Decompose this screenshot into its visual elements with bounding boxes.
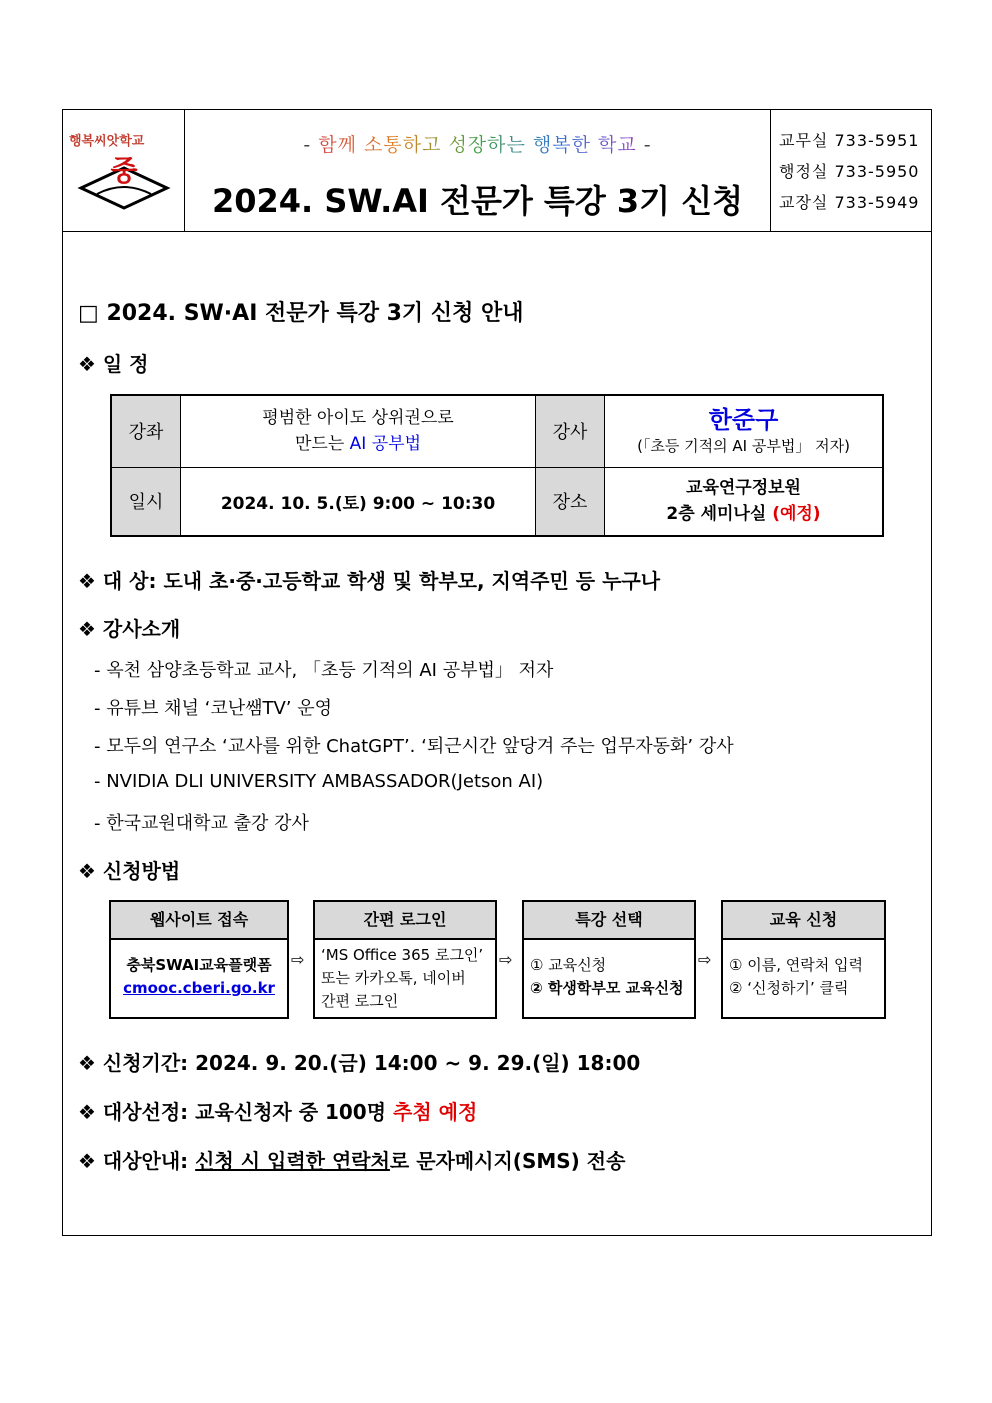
course-highlight: AI 공부법 xyxy=(349,434,421,455)
course-line2 xyxy=(181,431,535,457)
place-note: (예정) xyxy=(772,504,821,525)
notice-prefix: ❖ 대상안내: xyxy=(78,1149,196,1173)
step-select-body xyxy=(524,940,694,1004)
selection-prefix: ❖ 대상선정: 교육신청자 중 100명 xyxy=(78,1100,394,1124)
place-line2-text: 2층 세미나실 xyxy=(666,504,773,525)
date-label: 일시 xyxy=(111,467,181,536)
intro-item-5: - 한국교원대학교 출강 강사 xyxy=(94,813,309,834)
slogan-dash-left: - xyxy=(303,134,312,156)
page-title: 2024. SW.AI 전문가 특강 3기 신청 xyxy=(211,182,744,220)
arrow-right-icon: ⇨ xyxy=(698,950,712,969)
step-apply-line2: ② ‘신청하기’ 클릭 xyxy=(729,979,849,997)
step-login-body xyxy=(315,940,495,1017)
course-value xyxy=(181,395,536,467)
header xyxy=(63,110,931,232)
section-title: □ 2024. SW·AI 전문가 특강 3기 신청 안내 xyxy=(78,301,524,326)
target-line: ❖ 대 상: 도내 초·중·고등학교 학생 및 학부모, 지역주민 등 누구나 xyxy=(78,569,661,593)
place-label: 장소 xyxy=(536,467,605,536)
selection-line xyxy=(78,1096,477,1125)
intro-item-2: - 유튜브 채널 ‘코난쌤TV’ 운영 xyxy=(94,698,333,719)
period-line: ❖ 신청기간: 2024. 9. 20.(금) 14:00 ~ 9. 29.(일) 18:00 xyxy=(78,1051,641,1075)
logo-char: 중 xyxy=(110,154,138,187)
step-website-title: 웹사이트 접속 xyxy=(111,902,287,940)
logo-emblem-icon xyxy=(77,150,171,210)
schedule-table xyxy=(110,394,884,537)
course-line1: 평범한 아이도 상위권으로 xyxy=(262,408,454,429)
place-line2 xyxy=(605,501,882,527)
step-select-line2: ② 학생학부모 교육신청 xyxy=(530,979,684,997)
step-login-line1: ‘MS Office 365 로그인’ xyxy=(321,946,484,964)
title-area xyxy=(185,110,770,231)
step-apply xyxy=(721,900,886,1019)
logo-text: 행복씨앗학교 xyxy=(69,134,145,149)
step-login-line2: 또는 카카오톡, 네이버 xyxy=(321,969,466,987)
phone-admin: 행정실 733-5950 xyxy=(779,162,920,181)
arrow-right-icon: ⇨ xyxy=(291,950,305,969)
phone-academic: 교무실 733-5951 xyxy=(779,131,920,150)
platform-url-link[interactable]: cmooc.cberi.go.kr xyxy=(123,979,275,997)
intro-item-1: - 옥천 삼양초등학교 교사, 「초등 기적의 AI 공부법」 저자 xyxy=(94,660,554,681)
step-login-line3: 간편 로그인 xyxy=(321,992,399,1010)
step-select xyxy=(522,900,696,1019)
step-website-body xyxy=(111,940,287,1004)
schedule-heading: ❖ 일 정 xyxy=(78,352,149,376)
place-value xyxy=(605,467,884,536)
notice-line xyxy=(78,1145,625,1174)
intro-item-4: - NVIDIA DLI UNIVERSITY AMBASSADOR(Jetson AI) xyxy=(94,771,544,792)
step-apply-line1: ① 이름, 연락처 입력 xyxy=(729,956,863,974)
slogan xyxy=(185,130,770,157)
method-heading: ❖ 신청방법 xyxy=(78,859,181,883)
step-apply-body xyxy=(723,940,884,1004)
intro-heading: ❖ 강사소개 xyxy=(78,617,181,641)
lecturer-note: (「초등 기적의 AI 공부법」 저자) xyxy=(637,437,850,456)
phone-list xyxy=(770,110,932,231)
lecturer-value xyxy=(605,395,884,467)
course-line2-prefix: 만드는 xyxy=(295,434,350,455)
notice-suffix: 로 문자메시지(SMS) 전송 xyxy=(389,1149,626,1173)
lecturer-name: 한준구 xyxy=(708,406,779,435)
place-line1: 교육연구정보원 xyxy=(686,478,801,499)
step-select-line1: ① 교육신청 xyxy=(530,956,607,974)
intro-item-3: - 모두의 연구소 ‘교사를 위한 ChatGPT’. ‘퇴근시간 앞당겨 주는 업무자동화’ 강사 xyxy=(94,736,734,757)
course-label: 강좌 xyxy=(111,395,181,467)
slogan-dash-right: - xyxy=(643,134,652,156)
notice-underlined: 신청 시 입력한 연락처 xyxy=(195,1149,390,1173)
platform-name: 충북SWAI교육플랫폼 xyxy=(126,956,272,974)
step-login xyxy=(313,900,497,1019)
arrow-right-icon: ⇨ xyxy=(499,950,513,969)
slogan-text: 함께 소통하고 성장하는 행복한 학교 xyxy=(318,134,637,156)
step-apply-title: 교육 신청 xyxy=(723,902,884,940)
step-select-title: 특강 선택 xyxy=(524,902,694,940)
step-login-title: 간편 로그인 xyxy=(315,902,495,940)
phone-principal: 교장실 733-5949 xyxy=(779,193,920,212)
lecturer-label: 강사 xyxy=(536,395,605,467)
date-value: 2024. 10. 5.(토) 9:00 ~ 10:30 xyxy=(181,467,536,536)
step-website xyxy=(109,900,289,1019)
school-logo xyxy=(63,110,185,231)
selection-highlight: 추첨 예정 xyxy=(393,1100,478,1124)
